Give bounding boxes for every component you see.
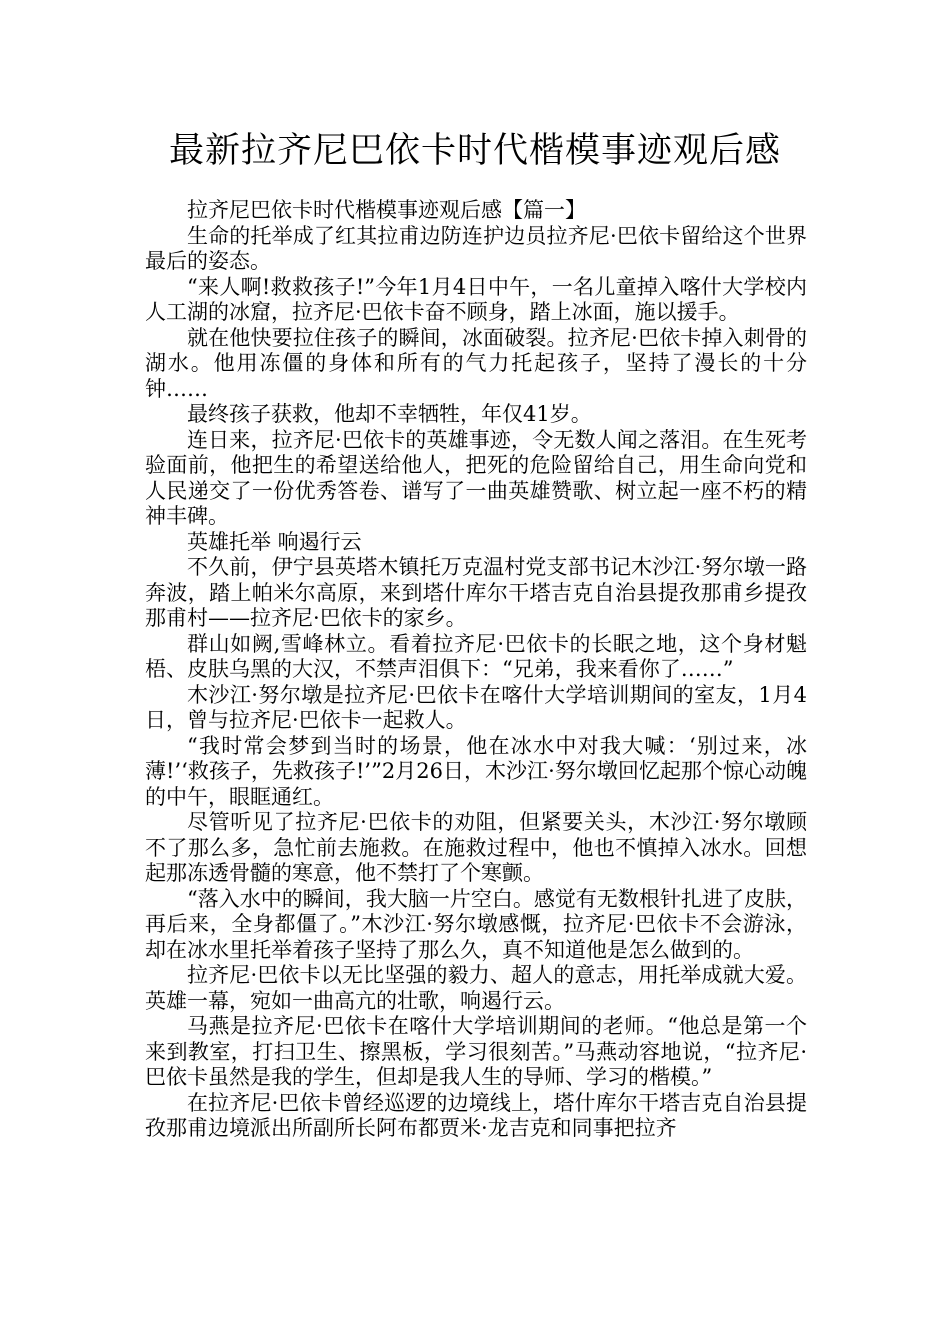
paragraph: 拉齐尼·巴依卡以无比坚强的毅力、超人的意志，用托举成就大爱。英雄一幕，宛如一曲高亢的壮歌，响遏行云。 [145, 963, 807, 1013]
paragraph: “来人啊!救救孩子!”今年1月4日中午，一名儿童掉入喀什大学校内人工湖的冰窟，拉齐尼·巴依卡奋不顾身，踏上冰面，施以援手。 [145, 274, 807, 324]
paragraph: 最终孩子获救，他却不幸牺牲，年仅41岁。 [187, 402, 592, 426]
paragraph: 木沙江·努尔墩是拉齐尼·巴依卡在喀什大学培训期间的室友，1月4日，曾与拉齐尼·巴依卡一起救人。 [145, 682, 807, 732]
paragraph: “我时常会梦到当时的场景，他在冰水中对我大喊：‘别过来，冰薄!’‘救孩子，先救孩子!’”2月26日，木沙江·努尔墩回忆起那个惊心动魄的中午，眼眶通红。 [145, 733, 807, 809]
subheading: 英雄托举 响遏行云 [187, 529, 362, 554]
paragraph: “落入水中的瞬间，我大脑一片空白。感觉有无数根针扎进了皮肤，再后来，全身都僵了。”木沙江·努尔墩感慨，拉齐尼·巴依卡不会游泳，却在冰水里托举着孩子坚持了那么久，真不知道他是怎么做到的。 [145, 886, 807, 962]
paragraph: 马燕是拉齐尼·巴依卡在喀什大学培训期间的老师。“他总是第一个来到教室，打扫卫生、擦黑板，学习很刻苦。”马燕动容地说，“拉齐尼·巴依卡虽然是我的学生，但却是我人生的导师、学习的楷模。” [145, 1014, 807, 1089]
paragraph: 连日来，拉齐尼·巴依卡的英雄事迹，令无数人闻之落泪。在生死考验面前，他把生的希望送给他人，把死的危险留给自己，用生命向党和人民递交了一份优秀答卷、谱写了一曲英雄赞歌、树立起一座不朽的精神丰碑。 [145, 427, 807, 528]
paragraph: 生命的托举成了红其拉甫边防连护边员拉齐尼·巴依卡留给这个世界最后的姿态。 [145, 223, 807, 273]
paragraph: 在拉齐尼·巴依卡曾经巡逻的边境线上，塔什库尔干塔吉克自治县提孜那甫边境派出所副所长阿布都贾米·龙吉克和同事把拉齐 [145, 1090, 807, 1140]
paragraph: 就在他快要拉住孩子的瞬间，冰面破裂。拉齐尼·巴依卡掉入刺骨的湖水。他用冻僵的身体和所有的气力托起孩子，坚持了漫长的十分钟…… [145, 325, 807, 401]
paragraph: 不久前，伊宁县英塔木镇托万克温村党支部书记木沙江·努尔墩一路奔波，踏上帕米尔高原，来到塔什库尔干塔吉克自治县提孜那甫乡提孜那甫村——拉齐尼·巴依卡的家乡。 [145, 555, 807, 630]
document-title: 最新拉齐尼巴依卡时代楷模事迹观后感 [168, 131, 781, 171]
section-heading: 拉齐尼巴依卡时代楷模事迹观后感【篇一】 [187, 198, 586, 222]
paragraph: 群山如阙,雪峰林立。看着拉齐尼·巴依卡的长眠之地，这个身材魁梧、皮肤乌黑的大汉，不禁声泪俱下：“兄弟，我来看你了……” [145, 631, 807, 681]
document-body [145, 198, 807, 1142]
paragraph: 尽管听见了拉齐尼·巴依卡的劝阻，但紧要关头，木沙江·努尔墩顾不了那么多，急忙前去施救。在施救过程中，他也不慎掉入冰水。回想起那冻透骨髓的寒意，他不禁打了个寒颤。 [145, 810, 807, 885]
